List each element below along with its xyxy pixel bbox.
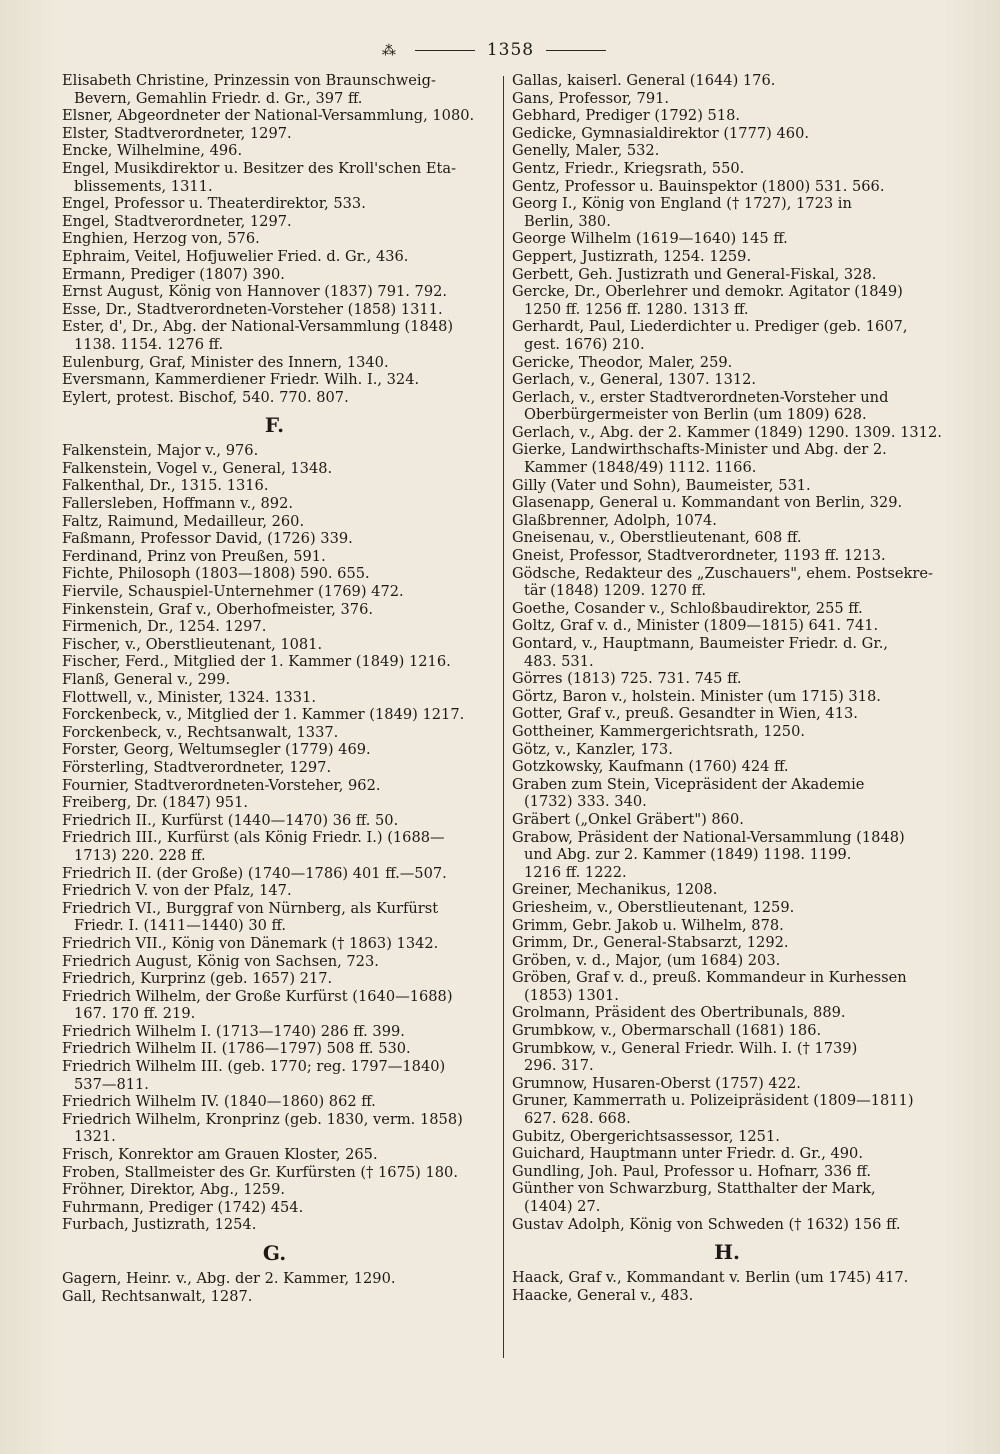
index-entry: Grolmann, Präsident des Obertribunals, 889.: [512, 1004, 846, 1022]
index-entry: Finkenstein, Graf v., Oberhofmeister, 376.: [62, 600, 373, 618]
page-number: 1358: [486, 40, 535, 60]
index-entry: Engel, Stadtverordneter, 1297.: [62, 212, 292, 230]
index-entry: Frisch, Konrektor am Grauen Kloster, 265.: [62, 1146, 378, 1164]
index-entry: Gans, Professor, 791.: [512, 89, 670, 107]
header-ornament: ⁂: [381, 43, 397, 59]
index-entry: Engel, Professor u. Theaterdirektor, 533.: [62, 195, 366, 213]
index-entry: Gall, Rechtsanwalt, 1287.: [62, 1287, 253, 1305]
column-divider: [503, 76, 504, 1358]
index-entry: Forster, Georg, Weltumsegler (1779) 469.: [62, 741, 371, 759]
index-entry: Gröben, v. d., Major, (um 1684) 203.: [512, 951, 781, 969]
index-entry: Gundling, Joh. Paul, Professor u. Hofnarr, 336 ff.: [512, 1162, 871, 1180]
index-entry: Friedrich August, König von Sachsen, 723.: [62, 952, 379, 970]
index-entry: Gruner, Kammerrath u. Polizeipräsident (1809—1811) 627. 628. 668.: [512, 1092, 914, 1128]
index-entry: Furbach, Justizrath, 1254.: [62, 1216, 257, 1234]
index-entry: Graben zum Stein, Vicepräsident der Akademie (1732) 333. 340.: [512, 775, 865, 811]
index-entry: Ephraim, Veitel, Hofjuwelier Fried. d. Gr., 436.: [62, 247, 409, 265]
section-letter-f: F.: [264, 413, 285, 438]
index-entry: Gierke, Landwirthschafts-Minister und Abg. der 2. Kammer (1848/49) 1112. 1166.: [512, 441, 887, 477]
index-entry: Ermann, Prediger (1807) 390.: [62, 265, 285, 283]
index-entry: Goethe, Cosander v., Schloßbaudirektor, 255 ff.: [512, 599, 863, 617]
page-header: [0, 40, 1000, 68]
index-entry: George Wilhelm (1619—1640) 145 ff.: [512, 230, 788, 248]
index-entry: Grabow, Präsident der National-Versammlung (1848) und Abg. zur 2. Kammer (1849) 1198. 1199. 1216 ff. 1222.: [512, 828, 905, 881]
index-entry: Falkenstein, Vogel v., General, 1348.: [62, 459, 333, 477]
header-rule-right: [546, 50, 606, 51]
index-entry: Haacke, General v., 483.: [512, 1286, 694, 1304]
index-entry: Gotzkowsky, Kaufmann (1760) 424 ff.: [512, 758, 789, 776]
index-entry: Georg I., König von England († 1727), 1723 in Berlin, 380.: [512, 195, 852, 230]
index-entry: Genelly, Maler, 532.: [512, 142, 660, 160]
index-entry: Fournier, Stadtverordneten-Vorsteher, 962.: [62, 776, 381, 794]
index-entry: Friedrich Wilhelm, Kronprinz (geb. 1830, verm. 1858) 1321.: [62, 1110, 463, 1146]
index-entry: Gneisenau, v., Oberstlieutenant, 608 ff.: [512, 529, 802, 547]
index-entry: Froben, Stallmeister des Gr. Kurfürsten († 1675) 180.: [62, 1163, 458, 1181]
index-entry: Forckenbeck, v., Mitglied der 1. Kammer (1849) 1217.: [62, 706, 465, 724]
index-entry: Gotter, Graf v., preuß. Gesandter in Wien, 413.: [512, 705, 858, 723]
index-entry: Görres (1813) 725. 731. 745 ff.: [512, 670, 742, 688]
index-entry: Gneist, Professor, Stadtverordneter, 1193 ff. 1213.: [512, 547, 886, 565]
index-entry: Elsner, Abgeordneter der National-Versammlung, 1080.: [62, 107, 475, 125]
index-entry: Glaßbrenner, Adolph, 1074.: [512, 511, 717, 529]
index-entry: Friedrich V. von der Pfalz, 147.: [62, 882, 292, 900]
index-entry: Fuhrmann, Prediger (1742) 454.: [62, 1198, 304, 1216]
index-entry: Friedrich II., Kurfürst (1440—1470) 36 ff. 50.: [62, 811, 399, 829]
index-entry: Gödsche, Redakteur des „Zuschauers", ehem. Postsekre- tär (1848) 1209. 1270 ff.: [512, 564, 933, 600]
index-entry: Friedrich II. (der Große) (1740—1786) 401 ff.—507.: [62, 864, 447, 882]
index-entry: Gagern, Heinr. v., Abg. der 2. Kammer, 1290.: [62, 1270, 396, 1287]
index-entry: Grumbkow, v., General Friedr. Wilh. I. († 1739) 296. 317.: [512, 1039, 858, 1075]
index-entry: Grumnow, Husaren-Oberst (1757) 422.: [512, 1074, 801, 1092]
index-entry: Gilly (Vater und Sohn), Baumeister, 531.: [512, 476, 811, 494]
index-entry: Elster, Stadtverordneter, 1297.: [62, 124, 292, 142]
index-entry: Engel, Musikdirektor u. Besitzer des Kroll'schen Eta- blissements, 1311.: [62, 159, 457, 195]
index-column-left: [62, 72, 487, 1305]
index-entry: Gröben, Graf v. d., preuß. Kommandeur in Kurhessen (1853) 1301.: [512, 969, 907, 1004]
index-entry: Görtz, Baron v., holstein. Minister (um 1715) 318.: [512, 687, 881, 705]
index-entry: Gerlach, v., erster Stadtverordneten-Vorsteher und Oberbürgermeister von Berlin (um 1809) 628.: [512, 388, 889, 424]
index-entry: Forckenbeck, v., Rechtsanwalt, 1337.: [62, 723, 339, 741]
index-entry: Friedrich VI., Burggraf von Nürnberg, als Kurfürst Friedr. I. (1411—1440) 30 ff.: [62, 899, 439, 935]
index-entry: Friedrich VII., König von Dänemark († 1863) 1342.: [62, 934, 439, 952]
index-entry: Eulenburg, Graf, Minister des Innern, 1340.: [62, 353, 389, 371]
index-entry: Friedrich Wilhelm IV. (1840—1860) 862 ff.: [62, 1093, 376, 1111]
index-entry: Fichte, Philosoph (1803—1808) 590. 655.: [62, 565, 370, 583]
index-entry: Griesheim, v., Oberstlieutenant, 1259.: [512, 898, 795, 916]
index-entry: Freiberg, Dr. (1847) 951.: [62, 794, 248, 812]
index-entry: Friedrich Wilhelm III. (geb. 1770; reg. 1797—1840) 537—811.: [62, 1058, 446, 1093]
index-entry: Gerbett, Geh. Justizrath und General-Fiskal, 328.: [512, 265, 877, 283]
index-entry: Fiervile, Schauspiel-Unternehmer (1769) 472.: [62, 583, 404, 601]
index-entry: Glasenapp, General u. Kommandant von Berlin, 329.: [512, 494, 903, 512]
index-entry: Falkenstein, Major v., 976.: [62, 442, 259, 460]
index-entry: Gustav Adolph, König von Schweden († 1632) 156 ff.: [512, 1215, 901, 1233]
index-entry: Gentz, Friedr., Kriegsrath, 550.: [512, 159, 745, 177]
index-entry: Gräbert („Onkel Gräbert") 860.: [512, 810, 744, 828]
index-entry: Friedrich, Kurprinz (geb. 1657) 217.: [62, 970, 333, 988]
index-entry: Ester, d', Dr., Abg. der National-Versammlung (1848) 1138. 1154. 1276 ff.: [62, 318, 454, 353]
index-column-right: [512, 72, 942, 1304]
index-entry: Gentz, Professor u. Bauinspektor (1800) 531. 566.: [512, 177, 885, 195]
index-entry: Faßmann, Professor David, (1726) 339.: [62, 530, 353, 548]
index-entry: Goltz, Graf v. d., Minister (1809—1815) 641. 741.: [512, 617, 879, 635]
index-entry: Grumbkow, v., Obermarschall (1681) 186.: [512, 1022, 822, 1040]
index-entry: Friedrich Wilhelm II. (1786—1797) 508 ff. 530.: [62, 1040, 411, 1058]
index-entry: Ernst August, König von Hannover (1837) 791. 792.: [62, 283, 448, 301]
index-entry: Firmenich, Dr., 1254. 1297.: [62, 618, 267, 636]
index-entry: Grimm, Gebr. Jakob u. Wilhelm, 878.: [512, 916, 784, 934]
index-entry: Enghien, Herzog von, 576.: [62, 230, 260, 248]
index-entry: Fischer, v., Oberstlieutenant, 1081.: [62, 635, 323, 653]
index-entry: Günther von Schwarzburg, Statthalter der Mark, (1404) 27.: [512, 1180, 876, 1215]
index-entry: Faltz, Raimund, Medailleur, 260.: [62, 512, 305, 530]
index-entry: Gubitz, Obergerichtsassessor, 1251.: [512, 1127, 780, 1145]
index-entry: Gericke, Theodor, Maler, 259.: [512, 353, 733, 371]
index-entry: Encke, Wilhelmine, 496.: [62, 142, 243, 160]
index-entry: Gercke, Dr., Oberlehrer und demokr. Agitator (1849) 1250 ff. 1256 ff. 1280. 1313 ff.: [512, 283, 903, 318]
index-entry: Götz, v., Kanzler, 173.: [512, 740, 673, 758]
index-entry: Gerhardt, Paul, Liederdichter u. Prediger (geb. 1607, gest. 1676) 210.: [512, 318, 908, 353]
index-entry: Elisabeth Christine, Prinzessin von Braunschweig- Bevern, Gemahlin Friedr. d. Gr., 397 ff.: [62, 72, 436, 107]
index-entry: Geppert, Justizrath, 1254. 1259.: [512, 247, 752, 265]
index-entry: Eylert, protest. Bischof, 540. 770. 807.: [62, 388, 349, 406]
index-entry: Gottheiner, Kammergerichtsrath, 1250.: [512, 722, 806, 740]
index-entry: Falkenthal, Dr., 1315. 1316.: [62, 477, 269, 495]
index-entry: Gontard, v., Hauptmann, Baumeister Friedr. d. Gr., 483. 531.: [512, 635, 888, 670]
index-entry: Flanß, General v., 299.: [62, 671, 231, 688]
index-entry: Friedrich III., Kurfürst (als König Friedr. I.) (1688— 1713) 220. 228 ff.: [62, 829, 445, 864]
index-entry: Flottwell, v., Minister, 1324. 1331.: [62, 688, 316, 706]
index-entry: Försterling, Stadtverordneter, 1297.: [62, 758, 332, 776]
index-entry: Gerlach, v., General, 1307. 1312.: [512, 371, 757, 389]
index-entry: Guichard, Hauptmann unter Friedr. d. Gr., 490.: [512, 1145, 863, 1163]
index-entry: Friedrich Wilhelm I. (1713—1740) 286 ff. 399.: [62, 1022, 405, 1040]
index-entry: Friedrich Wilhelm, der Große Kurfürst (1640—1688) 167. 170 ff. 219.: [62, 987, 453, 1023]
index-entry: Gerlach, v., Abg. der 2. Kammer (1849) 1290. 1309. 1312.: [512, 423, 942, 441]
index-entry: Ferdinand, Prinz von Preußen, 591.: [62, 547, 326, 565]
index-entry: Gallas, kaiserl. General (1644) 176.: [512, 72, 776, 89]
index-entry: Eversmann, Kammerdiener Friedr. Wilh. I., 324.: [62, 371, 420, 389]
index-entry: Greiner, Mechanikus, 1208.: [512, 881, 718, 899]
index-entry: Fischer, Ferd., Mitglied der 1. Kammer (1849) 1216.: [62, 653, 451, 671]
index-entry: Fröhner, Direktor, Abg., 1259.: [62, 1181, 286, 1199]
index-entry: Esse, Dr., Stadtverordneten-Vorsteher (1858) 1311.: [62, 300, 443, 318]
index-entry: Haack, Graf v., Kommandant v. Berlin (um 1745) 417.: [512, 1269, 909, 1287]
section-letter-g: G.: [262, 1241, 287, 1265]
index-entry: Fallersleben, Hoffmann v., 892.: [62, 495, 294, 513]
section-letter-h: H.: [714, 1240, 740, 1265]
index-entry: Grimm, Dr., General-Stabsarzt, 1292.: [512, 934, 789, 952]
index-entry: Gedicke, Gymnasialdirektor (1777) 460.: [512, 124, 809, 142]
index-entry: Gebhard, Prediger (1792) 518.: [512, 107, 741, 125]
header-rule-left: [415, 50, 475, 51]
